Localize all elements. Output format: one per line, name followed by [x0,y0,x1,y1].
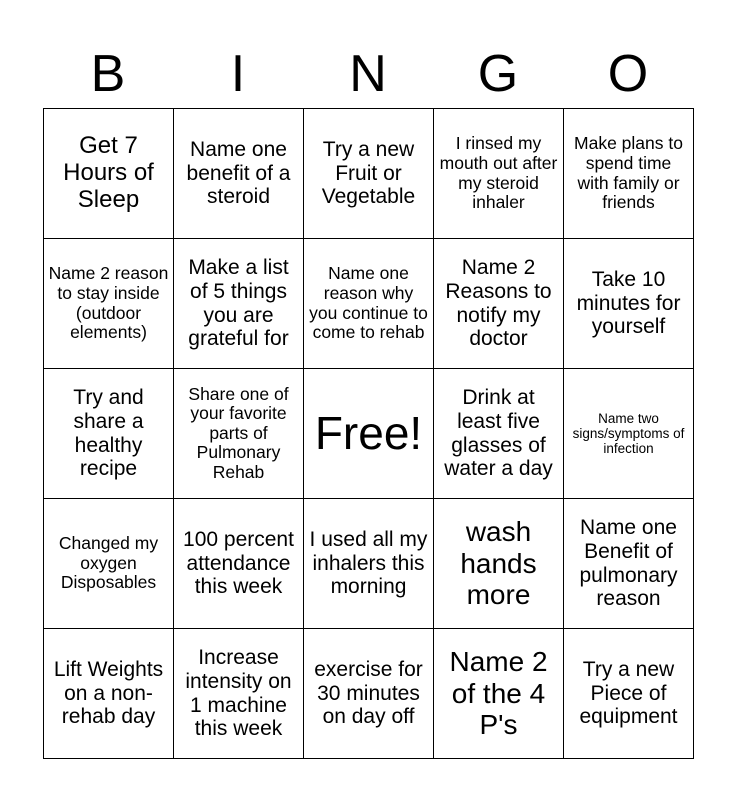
bingo-cell[interactable]: Try and share a healthy recipe [44,369,174,499]
bingo-cell[interactable]: Try a new Fruit or Vegetable [304,109,434,239]
bingo-board [43,108,694,759]
bingo-cell[interactable]: Share one of your favorite parts of Pulmonary Rehab [174,369,304,499]
bingo-cell[interactable]: Name one Benefit of pulmonary reason [564,499,694,629]
board-row [44,499,694,629]
bingo-cell[interactable]: Make a list of 5 things you are grateful for [174,239,304,369]
header-letter-o: O [607,45,649,103]
bingo-cell[interactable]: Name 2 Reasons to notify my doctor [434,239,564,369]
bingo-cell[interactable]: Name one benefit of a steroid [174,109,304,239]
bingo-cell[interactable]: exercise for 30 minutes on day off [304,629,434,759]
bingo-cell[interactable]: Changed my oxygen Disposables [44,499,174,629]
bingo-cell[interactable]: Drink at least five glasses of water a day [434,369,564,499]
bingo-cell[interactable]: I rinsed my mouth out after my steroid inhaler [434,109,564,239]
bingo-cell[interactable]: Get 7 Hours of Sleep [44,109,174,239]
bingo-cell[interactable]: I used all my inhalers this morning [304,499,434,629]
header-letter-g: G [477,45,519,103]
bingo-header [43,40,693,108]
board-row [44,109,694,239]
bingo-cell[interactable]: 100 percent attendance this week [174,499,304,629]
board-row [44,629,694,759]
header-letter-n: N [349,45,387,103]
bingo-cell[interactable]: wash hands more [434,499,564,629]
bingo-cell[interactable]: Take 10 minutes for yourself [564,239,694,369]
free-space[interactable]: Free! [304,369,434,499]
board-row [44,369,694,499]
bingo-cell[interactable]: Make plans to spend time with family or friends [564,109,694,239]
bingo-cell[interactable]: Increase intensity on 1 machine this week [174,629,304,759]
bingo-cell[interactable]: Name one reason why you continue to come to rehab [304,239,434,369]
bingo-cell[interactable]: Name 2 reason to stay inside (outdoor elements) [44,239,174,369]
bingo-cell[interactable]: Try a new Piece of equipment [564,629,694,759]
bingo-cell[interactable]: Name 2 of the 4 P's [434,629,564,759]
bingo-cell[interactable]: Lift Weights on a non-rehab day [44,629,174,759]
bingo-cell[interactable]: Name two signs/symptoms of infection [564,369,694,499]
header-letter-i: I [230,45,246,103]
header-letter-b: B [90,45,126,103]
board-row [44,239,694,369]
